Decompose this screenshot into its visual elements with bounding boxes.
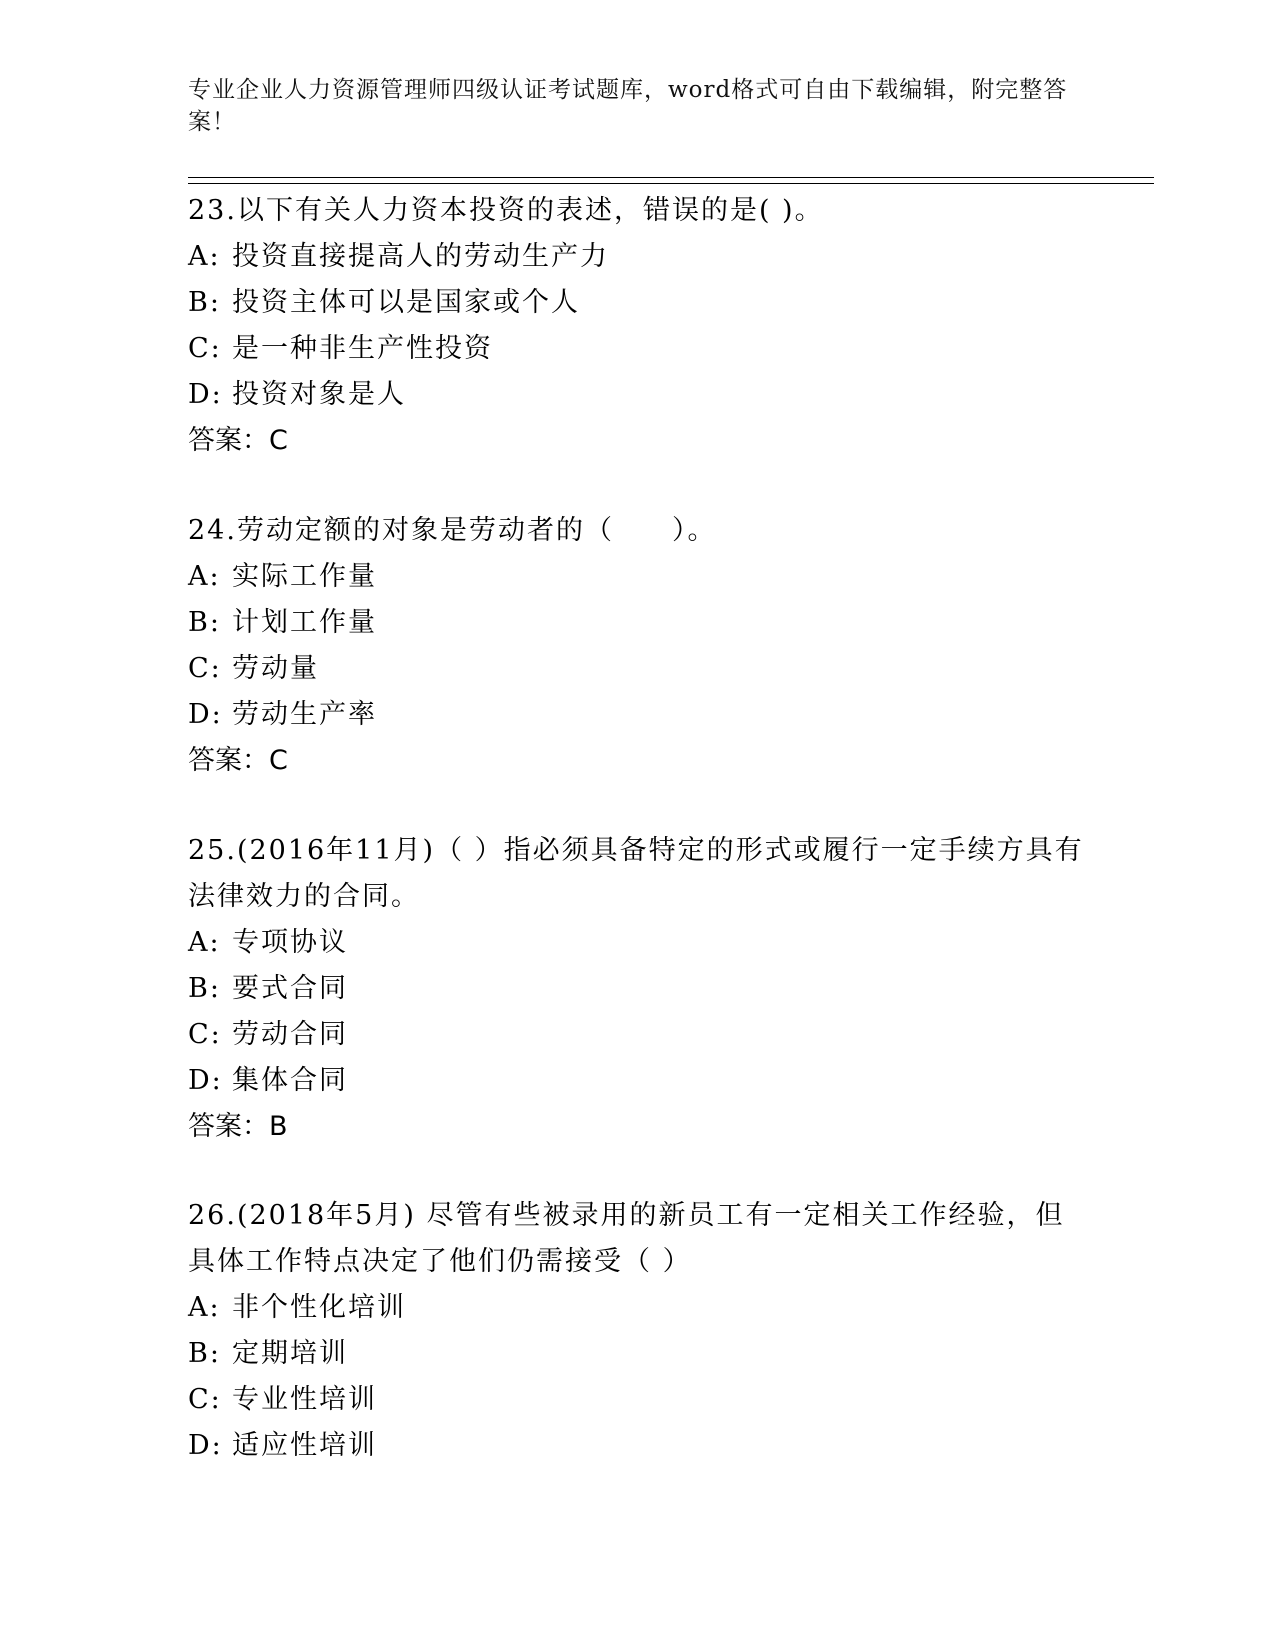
header-divider-top	[188, 177, 1154, 178]
option-a	[188, 554, 1088, 600]
option-text: 劳动合同	[232, 1019, 348, 1050]
option-text: 劳动生产率	[232, 699, 377, 730]
option-c	[188, 326, 1088, 372]
option-letter: A:	[188, 561, 221, 592]
option-letter: C:	[188, 333, 222, 364]
question-23	[188, 188, 1088, 464]
question-stem: 26.(2018年5月) 尽管有些被录用的新员工有一定相关工作经验，但具体工作特点决定了他们仍需接受（ ）	[188, 1200, 1065, 1277]
answer-line: 答案：C	[188, 745, 288, 776]
option-letter: B:	[188, 287, 221, 318]
option-a	[188, 234, 1088, 280]
option-letter: C:	[188, 653, 222, 684]
option-text: 专项协议	[232, 927, 348, 958]
option-letter: A:	[188, 241, 221, 272]
option-letter: B:	[188, 607, 221, 638]
option-text: 要式合同	[232, 973, 348, 1004]
question-stem: 24.劳动定额的对象是劳动者的（ ）。	[188, 515, 717, 546]
option-text: 专业性培训	[232, 1384, 377, 1415]
option-letter: D:	[188, 1065, 223, 1096]
option-letter: D:	[188, 699, 223, 730]
option-text: 是一种非生产性投资	[232, 333, 493, 364]
option-c	[188, 1012, 1088, 1058]
option-letter: B:	[188, 973, 221, 1004]
option-d	[188, 1423, 1088, 1469]
option-d	[188, 372, 1088, 418]
option-letter: C:	[188, 1019, 222, 1050]
option-b	[188, 1331, 1088, 1377]
option-text: 计划工作量	[232, 607, 377, 638]
answer-line: 答案：C	[188, 425, 288, 456]
option-text: 投资对象是人	[232, 379, 406, 410]
option-b	[188, 600, 1088, 646]
option-text: 投资直接提高人的劳动生产力	[232, 241, 609, 272]
option-letter: B:	[188, 1338, 221, 1369]
option-text: 实际工作量	[232, 561, 377, 592]
option-text: 劳动量	[232, 653, 319, 684]
option-b	[188, 280, 1088, 326]
option-text: 适应性培训	[232, 1430, 377, 1461]
question-24	[188, 508, 1088, 784]
answer-line: 答案：B	[188, 1111, 288, 1142]
option-text: 定期培训	[232, 1338, 348, 1369]
question-stem: 25.(2016年11月)（ ）指必须具备特定的形式或履行一定手续方具有法律效力的合同。	[188, 835, 1084, 912]
option-letter: D:	[188, 379, 223, 410]
question-stem: 23.以下有关人力资本投资的表述，错误的是( )。	[188, 195, 824, 226]
option-text: 集体合同	[232, 1065, 348, 1096]
option-a	[188, 1285, 1088, 1331]
option-letter: A:	[188, 1292, 221, 1323]
option-c	[188, 1377, 1088, 1423]
document-header: 专业企业人力资源管理师四级认证考试题库，word格式可自由下载编辑，附完整答案！	[188, 77, 1068, 135]
option-a	[188, 920, 1088, 966]
option-letter: A:	[188, 927, 221, 958]
option-d	[188, 692, 1088, 738]
option-d	[188, 1058, 1088, 1104]
question-25	[188, 828, 1088, 1150]
option-text: 投资主体可以是国家或个人	[232, 287, 580, 318]
option-text: 非个性化培训	[232, 1292, 406, 1323]
option-letter: D:	[188, 1430, 223, 1461]
option-b	[188, 966, 1088, 1012]
question-26	[188, 1193, 1088, 1469]
header-divider-bottom	[188, 183, 1154, 184]
option-c	[188, 646, 1088, 692]
option-letter: C:	[188, 1384, 222, 1415]
